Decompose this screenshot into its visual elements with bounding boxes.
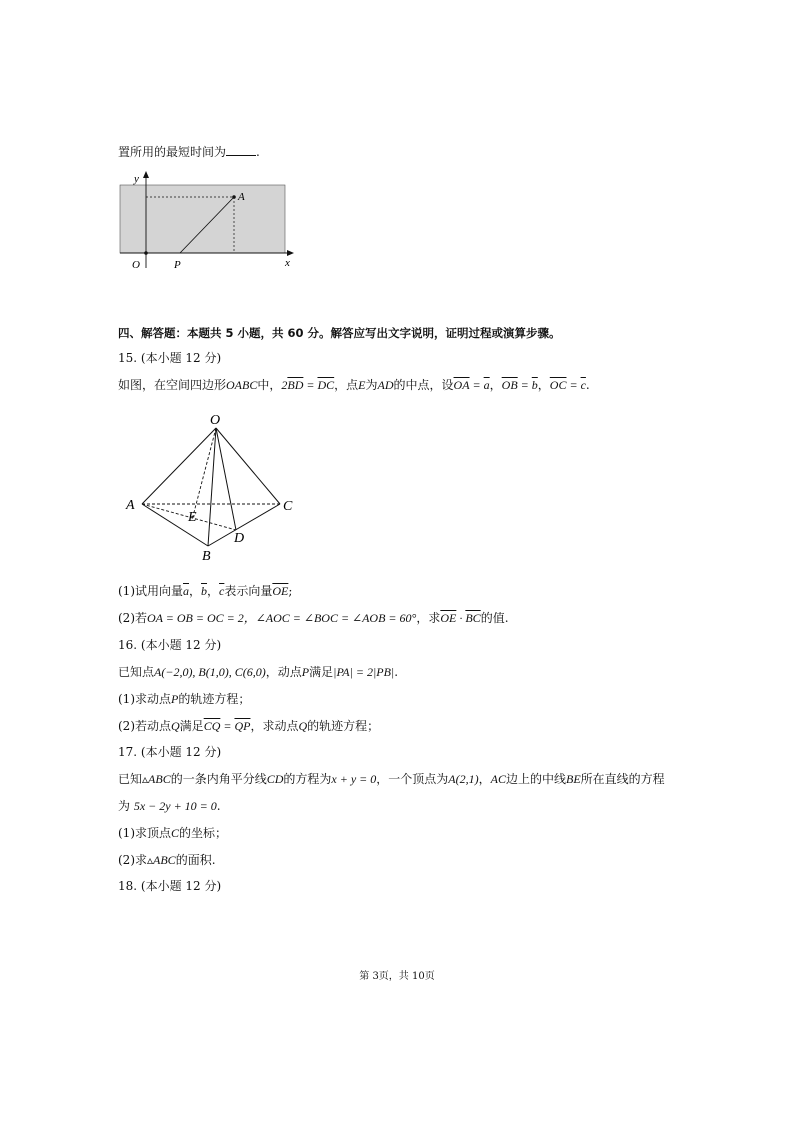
math: = [566,378,581,392]
text: (2)若动点 [118,719,171,733]
q17-stem-cont [118,798,718,814]
label-y: y [134,173,139,185]
math: OABC [226,378,258,392]
text: 满足 [179,719,204,733]
text: ，动点 [265,665,302,679]
text: ， [537,378,550,392]
edge-ab [142,504,208,546]
q16-part2 [118,718,718,734]
math: ▵ABC [147,853,176,867]
text: 已知 [118,772,143,786]
text: (1)求动点 [118,692,171,706]
vector: $\overline{a}$ [483,378,490,392]
math: E [358,378,366,392]
point-o [144,251,148,255]
q15-part2 [118,610,718,626]
text: (1)试用向量 [118,584,183,598]
top-text-line [118,144,718,160]
vector: $\overline{b}$ [531,378,538,392]
label-b: B [202,549,211,562]
page-footer: 第 3页，共 10页 [359,971,435,982]
math: AC [490,772,506,786]
text: 的轨迹方程； [307,719,380,733]
math: CD [266,772,284,786]
text: 已知点 [118,665,155,679]
text: 的一条内角平分线 [170,772,267,786]
vector: $\overline{QP}$ [234,719,251,733]
math: P [301,665,310,679]
answer-blank [226,144,256,156]
edge-ob [208,428,216,546]
text: ，点 [334,378,359,392]
math: = [303,378,318,392]
text: 为 [118,799,134,813]
vector: $\overline{CQ}$ [203,719,221,733]
math: = [517,378,532,392]
label-p: P [174,259,181,271]
math: 2 [281,378,288,392]
q17-header: 17. (本小题 12 分) [118,745,222,759]
vector: $\overline{BD}$ [287,378,304,392]
vector: $\overline{OB}$ [501,378,518,392]
math: Q [171,719,180,733]
q17-part1 [118,825,718,841]
vector: $\overline{c}$ [580,378,586,392]
vector: $\overline{c}$ [219,584,225,598]
label-x: x [285,257,290,269]
point-a [232,195,236,199]
q17-part2 [118,852,718,868]
vector: $\overline{DC}$ [317,378,335,392]
text: ， [489,378,502,392]
math: ▵ABC [142,772,171,786]
edge-oc [216,428,280,504]
text: 的坐标； [179,826,228,840]
vector: $\overline{OE}$ [272,584,289,598]
vector: $\overline{b}$ [201,584,208,598]
figure-coordinate-region [110,168,310,274]
text: ，求动点 [250,719,299,733]
math: A(2,1) [448,772,479,786]
text: 的中点，设 [393,378,454,392]
vector: $\overline{OC}$ [549,378,567,392]
vector: $\overline{BC}$ [465,611,481,625]
y-axis-arrow [143,171,149,178]
math: OA = OB = OC = 2，∠AOC = ∠BOC = ∠AOB = 60° [147,611,417,625]
text: . [394,665,399,679]
vector: $\overline{OA}$ [453,378,470,392]
text: 满足 [309,665,334,679]
text: 的轨迹方程； [178,692,251,706]
label-a: A [126,498,135,513]
math: P [171,692,179,706]
q16-header: 16. (本小题 12 分) [118,638,222,652]
text: ; [288,584,293,598]
math: = [220,719,235,733]
q15-header: 15. (本小题 12 分) [118,351,222,365]
math: C [171,826,180,840]
math: = [469,378,484,392]
figure-tetrahedron [120,410,300,562]
text: 边上的中线 [505,772,566,786]
math: 5x − 2y + 10 = 0 [133,799,217,813]
q16-stem [118,664,718,680]
text: 所在直线的方程 [580,772,665,786]
shaded-region [120,185,285,253]
top-text-end: . [256,145,260,159]
text: 如图，在空间四边形 [118,378,227,392]
math: |PA| = 2|PB| [333,665,395,679]
math: x + y = 0 [331,772,377,786]
q16-part1 [118,691,718,707]
text: ， [478,772,491,786]
text: 的面积. [175,853,216,867]
label-e: E [188,510,197,525]
edge-od [216,428,236,530]
label-c: C [283,499,293,514]
text: ，求 [416,611,441,625]
text: ， [189,584,202,598]
math: Q [298,719,308,733]
top-text: 置所用的最短时间为 [118,145,227,159]
text: (2)求 [118,853,147,867]
text: 为 [365,378,378,392]
math: BE [565,772,581,786]
q15-stem [118,377,718,393]
section-heading: 四、解答题：本题共 5 小题，共 60 分。解答应写出文字说明，证明过程或演算步骤。 [118,326,561,340]
q18-header: 18. (本小题 12 分) [118,879,222,893]
math: A(−2,0), B(1,0), C(6,0) [154,665,266,679]
text: ， [207,584,220,598]
vector: $\overline{OE}$ [440,611,457,625]
text: 的值. [480,611,509,625]
label-d: D [234,531,245,546]
label-o: O [210,413,221,428]
label-a: A [238,191,245,203]
label-o: O [132,259,140,271]
vector: $\overline{a}$ [183,584,189,598]
x-axis-arrow [287,250,294,256]
text: 中， [257,378,282,392]
edge-oa [142,428,216,504]
text: (1)求顶点 [118,826,171,840]
text: (2)若 [118,611,147,625]
math: · [456,611,466,625]
text: ，一个顶点为 [376,772,449,786]
text: 表示向量 [224,584,273,598]
text: . [216,799,221,813]
q15-part1 [118,583,718,599]
math: AD [377,378,394,392]
text: 的方程为 [283,772,332,786]
q17-stem [118,771,718,787]
text: . [585,378,590,392]
